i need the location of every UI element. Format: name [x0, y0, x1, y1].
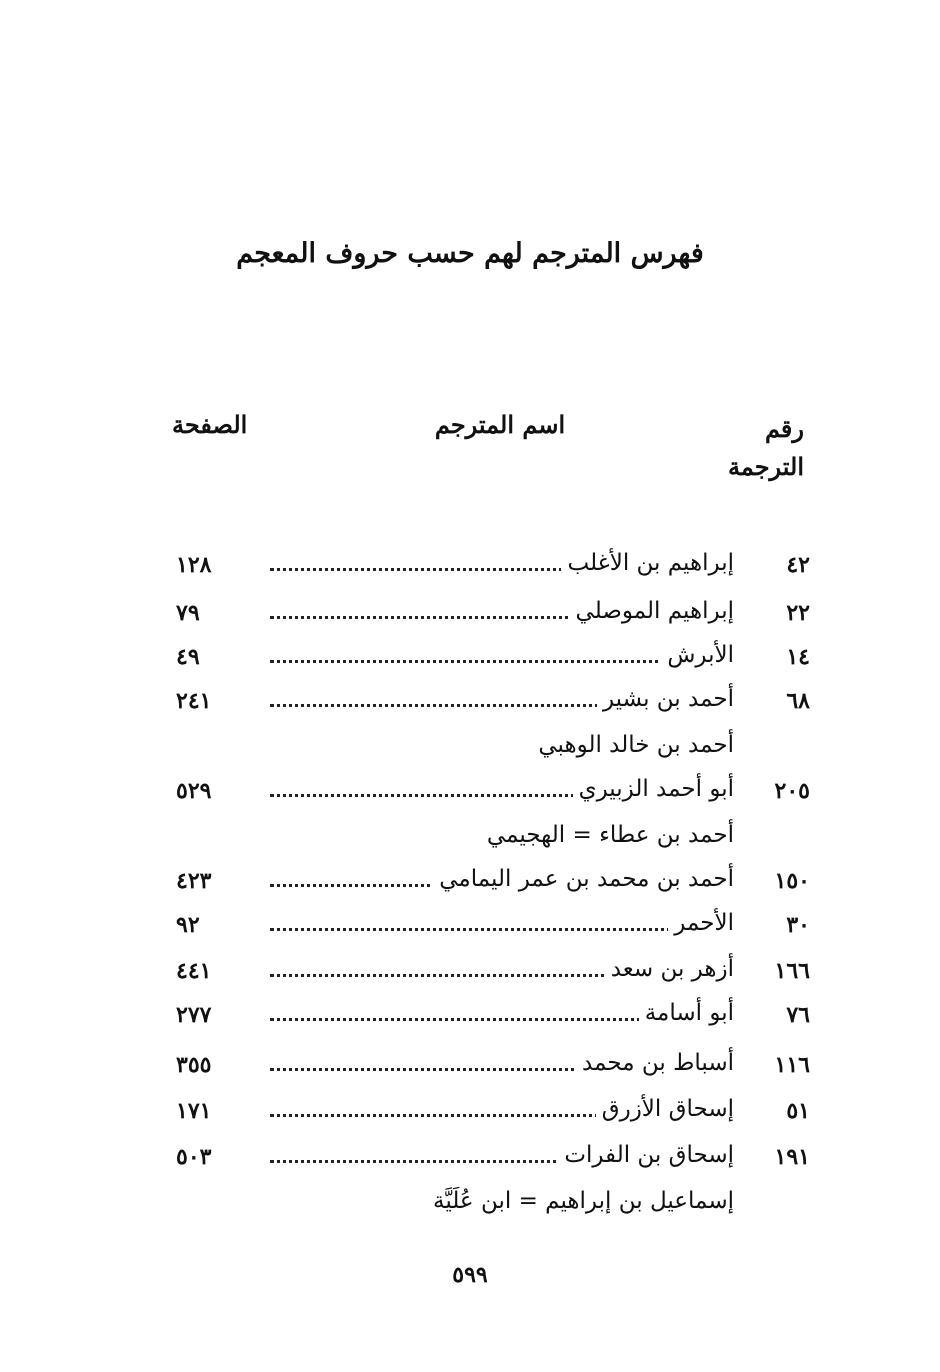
leader-dots — [270, 928, 726, 931]
index-entry — [0, 822, 940, 862]
entry-page: ١٧١ — [176, 1098, 212, 1124]
entry-number: ٤٢ — [786, 552, 810, 578]
index-entry — [0, 1096, 940, 1136]
leader-dots — [270, 660, 726, 663]
index-entry — [0, 550, 940, 590]
index-entry — [0, 776, 940, 816]
entry-number: ٧٦ — [786, 1002, 810, 1028]
entry-number: ٥١ — [786, 1098, 810, 1124]
entry-name: أبو أحمد الزبيري — [573, 776, 734, 802]
index-entry — [0, 1000, 940, 1040]
entry-name: الأبرش — [661, 642, 734, 668]
entry-page: ٥٢٩ — [176, 778, 212, 804]
entry-number: ٦٨ — [786, 688, 810, 714]
index-entry — [0, 1142, 940, 1182]
entry-number: ١١٦ — [774, 1052, 810, 1078]
index-entry — [0, 956, 940, 996]
header-entry-number: رقم الترجمة — [727, 414, 804, 481]
entry-page: ٢٤١ — [176, 688, 212, 714]
entry-page: ٢٧٧ — [176, 1002, 212, 1028]
entry-name: أسباط بن محمد — [576, 1050, 734, 1076]
entry-page: ١٢٨ — [176, 552, 212, 578]
index-entry — [0, 642, 940, 682]
entry-name: إبراهيم الموصلي — [570, 598, 734, 624]
entry-name: الأحمر — [668, 910, 734, 936]
entry-name: أزهر بن سعد — [605, 956, 734, 982]
entry-page: ٧٩ — [176, 600, 200, 626]
entry-page: ٣٥٥ — [176, 1052, 212, 1078]
entry-name: إسحاق بن الفرات — [558, 1142, 734, 1168]
entry-number: ١٥٠ — [774, 868, 810, 894]
index-entry — [0, 686, 940, 726]
entry-number: ١٦٦ — [774, 958, 810, 984]
page-number: ٥٩٩ — [452, 1262, 488, 1288]
entry-page: ٩٢ — [176, 912, 200, 938]
entry-name: أحمد بن عطاء = الهجيمي — [481, 822, 734, 848]
entry-number: ٢٢ — [786, 600, 810, 626]
entry-name: إسماعيل بن إبراهيم = ابن عُلَيَّة — [427, 1188, 734, 1214]
entry-page: ٤٩ — [176, 644, 200, 670]
index-entry — [0, 598, 940, 638]
entry-number: ٣٠ — [786, 912, 810, 938]
index-entry — [0, 910, 940, 950]
index-entry — [0, 732, 940, 772]
entry-number: ١٩١ — [774, 1144, 810, 1170]
entry-name: إبراهيم بن الأغلب — [561, 550, 734, 576]
index-entry — [0, 1188, 940, 1228]
entry-page: ٤٢٣ — [176, 868, 212, 894]
entry-number: ١٤ — [786, 644, 810, 670]
entry-page: ٥٠٣ — [176, 1144, 212, 1170]
header-name: اسم المترجم — [434, 410, 566, 439]
entry-page: ٤٤١ — [176, 958, 212, 984]
index-entry — [0, 1050, 940, 1090]
index-entry — [0, 866, 940, 906]
entry-number: ٢٠٥ — [774, 778, 810, 804]
index-title: فهرس المترجم لهم حسب حروف المعجم — [236, 238, 704, 269]
entry-name: أحمد بن بشير — [597, 686, 734, 712]
entry-name: أحمد بن محمد بن عمر اليمامي — [433, 866, 734, 892]
entry-name: أحمد بن خالد الوهبي — [532, 732, 734, 758]
entry-name: إسحاق الأزرق — [596, 1096, 734, 1122]
entry-name: أبو أسامة — [639, 1000, 734, 1026]
header-page: الصفحة — [172, 410, 248, 439]
